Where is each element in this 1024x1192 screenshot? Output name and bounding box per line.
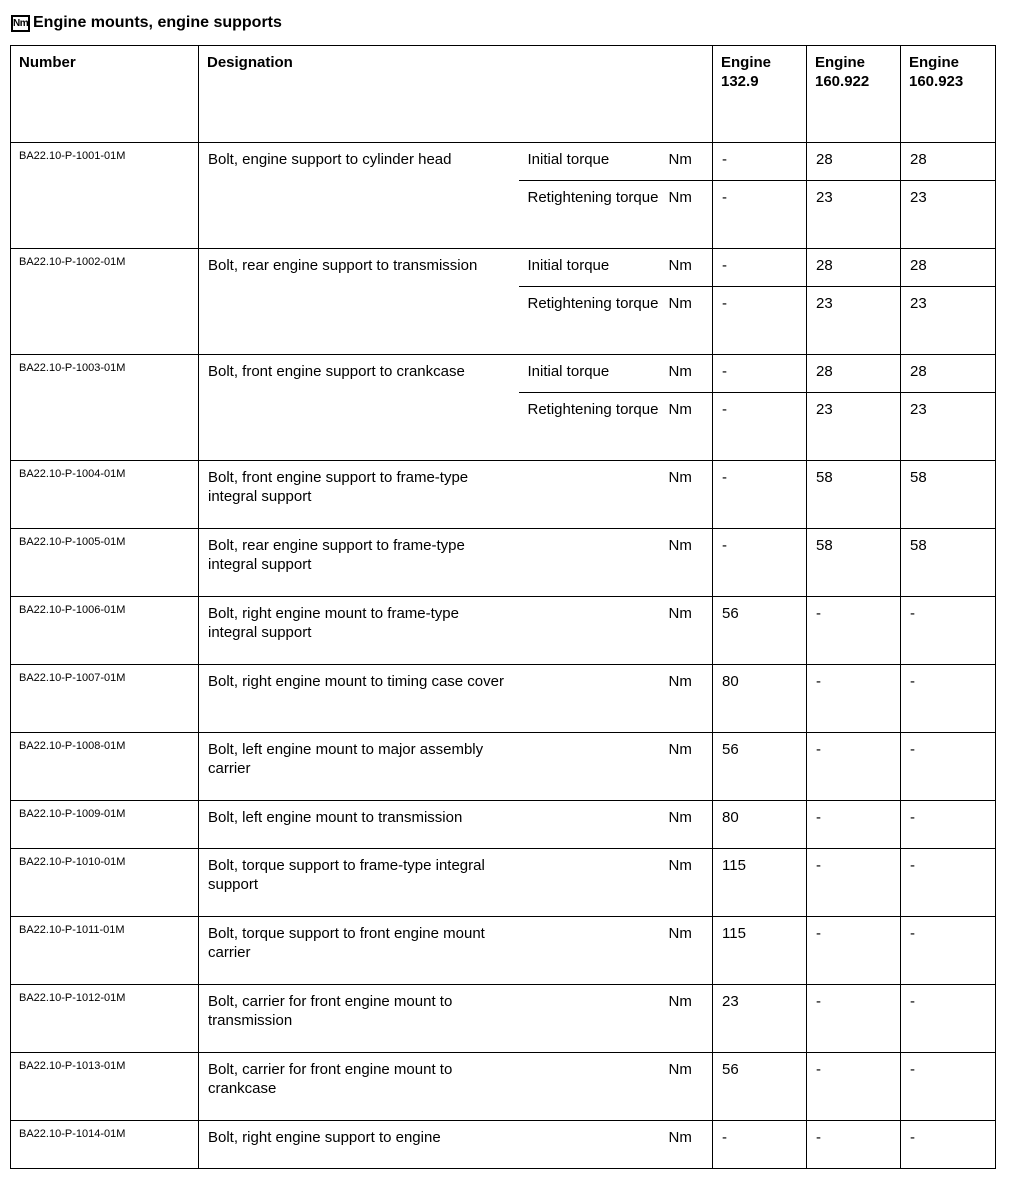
unit: Nm [669, 249, 713, 287]
engine-160922-value: - [807, 733, 901, 801]
engine-160923-value: - [901, 849, 996, 917]
engine-1329-value: - [713, 529, 807, 597]
designation-text: Bolt, torque support to frame-type integral support [208, 857, 485, 893]
engine-160922-value: 23 [807, 181, 901, 249]
engine-1329-value: - [713, 461, 807, 529]
part-number: BA22.10-P-1006-01M [11, 597, 199, 665]
designation-text: Bolt, carrier for front engine mount to transmission [208, 993, 453, 1029]
unit: Nm [669, 917, 713, 985]
engine-160923-value: 58 [901, 461, 996, 529]
engine-1329-value: - [713, 393, 807, 461]
header-row [11, 46, 996, 143]
engine-160922-value: 23 [807, 393, 901, 461]
engine-1329-value: - [713, 181, 807, 249]
engine-1329-value: - [713, 143, 807, 181]
header-engine-160923: Engine 160.923 [901, 46, 996, 143]
designation-text: Bolt, right engine support to engine [208, 1129, 441, 1146]
designation-text: Bolt, front engine support to frame-type integral support [208, 469, 469, 505]
engine-1329-value: 23 [713, 985, 807, 1053]
designation-text: Bolt, left engine mount to transmission [208, 809, 463, 826]
engine-160922-value: 28 [807, 355, 901, 393]
unit: Nm [669, 529, 713, 597]
unit: Nm [669, 287, 713, 355]
engine-1329-value: 115 [713, 849, 807, 917]
engine-160923-value: - [901, 801, 996, 849]
part-number: BA22.10-P-1014-01M [11, 1121, 199, 1169]
table-row [11, 143, 996, 181]
part-number: BA22.10-P-1011-01M [11, 917, 199, 985]
part-number: BA22.10-P-1008-01M [11, 733, 199, 801]
part-number: BA22.10-P-1007-01M [11, 665, 199, 733]
table-row [11, 597, 996, 665]
designation [199, 665, 669, 733]
unit: Nm [669, 355, 713, 393]
engine-160923-value: - [901, 597, 996, 665]
table-row [11, 733, 996, 801]
torque-stage-label: Retightening torque [519, 393, 669, 461]
designation-text: Bolt, torque support to front engine mount carrier [208, 925, 485, 961]
designation [199, 461, 669, 529]
designation [199, 985, 669, 1053]
engine-160922-value: - [807, 1053, 901, 1121]
part-number: BA22.10-P-1005-01M [11, 529, 199, 597]
designation-text: Bolt, rear engine support to frame-type integral support [208, 537, 465, 573]
table-row [11, 985, 996, 1053]
unit: Nm [669, 461, 713, 529]
engine-160923-value: - [901, 1121, 996, 1169]
torque-table [10, 45, 996, 1169]
table-body [11, 143, 996, 1169]
engine-1329-value: 115 [713, 917, 807, 985]
unit: Nm [669, 801, 713, 849]
engine-160923-value: 28 [901, 355, 996, 393]
part-number: BA22.10-P-1003-01M [11, 355, 199, 461]
unit: Nm [669, 143, 713, 181]
torque-stage-label: Initial torque [519, 355, 669, 393]
part-number: BA22.10-P-1004-01M [11, 461, 199, 529]
unit: Nm [669, 849, 713, 917]
engine-160922-value: 23 [807, 287, 901, 355]
engine-160923-value: - [901, 665, 996, 733]
torque-stage-label: Retightening torque [519, 181, 669, 249]
designation-text: Bolt, carrier for front engine mount to crankcase [208, 1061, 453, 1097]
engine-160923-value: - [901, 733, 996, 801]
engine-160923-value: 58 [901, 529, 996, 597]
engine-160922-value: - [807, 917, 901, 985]
engine-160923-value: 23 [901, 393, 996, 461]
torque-stage-label: Initial torque [519, 143, 669, 181]
page-title [11, 12, 282, 34]
unit: Nm [669, 1053, 713, 1121]
table-row [11, 529, 996, 597]
designation [199, 733, 669, 801]
unit: Nm [669, 733, 713, 801]
engine-160922-value: 28 [807, 143, 901, 181]
engine-160922-value: - [807, 985, 901, 1053]
unit: Nm [669, 985, 713, 1053]
engine-160922-value: 58 [807, 529, 901, 597]
table-row [11, 665, 996, 733]
header-engine-160922: Engine 160.922 [807, 46, 901, 143]
engine-1329-value: 56 [713, 733, 807, 801]
designation-text: Bolt, right engine mount to timing case cover [208, 673, 504, 690]
engine-160923-value: - [901, 1053, 996, 1121]
engine-160922-value: - [807, 1121, 901, 1169]
header-number: Number [11, 46, 199, 143]
engine-160922-value: - [807, 801, 901, 849]
engine-160923-value: - [901, 917, 996, 985]
header-designation: Designation [199, 46, 713, 143]
torque-stage-label: Retightening torque [519, 287, 669, 355]
engine-160923-value: - [901, 985, 996, 1053]
title-text: Engine mounts, engine supports [33, 14, 282, 31]
torque-stage-label: Initial torque [519, 249, 669, 287]
designation [199, 801, 669, 849]
designation [199, 597, 669, 665]
designation-text: Bolt, left engine mount to major assembly carrier [208, 741, 484, 777]
table-row [11, 801, 996, 849]
designation: Bolt, front engine support to crankcase [199, 355, 519, 461]
designation: Bolt, rear engine support to transmission [199, 249, 519, 355]
part-number: BA22.10-P-1002-01M [11, 249, 199, 355]
table-row [11, 917, 996, 985]
engine-160922-value: - [807, 849, 901, 917]
engine-1329-value: 56 [713, 1053, 807, 1121]
designation [199, 1053, 669, 1121]
part-number: BA22.10-P-1013-01M [11, 1053, 199, 1121]
designation-text: Bolt, right engine mount to frame-type integral support [208, 605, 459, 641]
engine-160922-value: - [807, 597, 901, 665]
engine-1329-value: - [713, 287, 807, 355]
engine-1329-value: 80 [713, 801, 807, 849]
engine-160923-value: 23 [901, 181, 996, 249]
unit: Nm [669, 393, 713, 461]
engine-1329-value: - [713, 249, 807, 287]
part-number: BA22.10-P-1010-01M [11, 849, 199, 917]
engine-160922-value: 58 [807, 461, 901, 529]
table-row [11, 1121, 996, 1169]
table-row [11, 1053, 996, 1121]
part-number: BA22.10-P-1001-01M [11, 143, 199, 249]
header-engine-1329: Engine 132.9 [713, 46, 807, 143]
designation [199, 529, 669, 597]
part-number: BA22.10-P-1012-01M [11, 985, 199, 1053]
designation: Bolt, engine support to cylinder head [199, 143, 519, 249]
engine-160923-value: 23 [901, 287, 996, 355]
engine-160922-value: 28 [807, 249, 901, 287]
engine-1329-value: 80 [713, 665, 807, 733]
unit: Nm [669, 597, 713, 665]
engine-160923-value: 28 [901, 143, 996, 181]
part-number: BA22.10-P-1009-01M [11, 801, 199, 849]
designation [199, 917, 669, 985]
table-row [11, 461, 996, 529]
designation [199, 849, 669, 917]
engine-160923-value: 28 [901, 249, 996, 287]
engine-1329-value: 56 [713, 597, 807, 665]
engine-160922-value: - [807, 665, 901, 733]
unit: Nm [669, 181, 713, 249]
table-row [11, 249, 996, 287]
torque-nm-icon: Nm [11, 15, 30, 32]
table-row [11, 355, 996, 393]
table-row [11, 849, 996, 917]
designation [199, 1121, 669, 1169]
engine-1329-value: - [713, 355, 807, 393]
unit: Nm [669, 665, 713, 733]
unit: Nm [669, 1121, 713, 1169]
engine-1329-value: - [713, 1121, 807, 1169]
